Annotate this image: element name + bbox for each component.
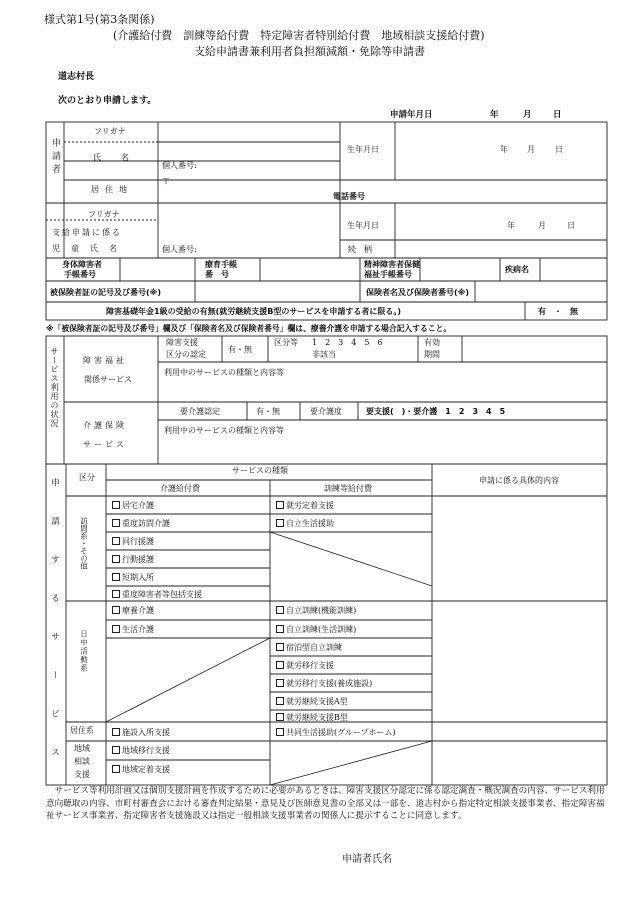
checkbox[interactable] <box>276 519 284 527</box>
physical-cert-label-2: 手帳番号 <box>64 270 96 279</box>
class-values: 1 2 3 4 5 6 <box>312 338 383 347</box>
svc-comprehensive-support[interactable]: 重度障害者等包括支援 <box>112 590 202 599</box>
care-in-use-label: 利用中のサービスの種類と内容等 <box>164 426 284 435</box>
checkbox[interactable] <box>276 728 284 736</box>
applicant-furigana-label: フリガナ <box>94 127 126 136</box>
phone-label: 電話番号 <box>333 192 365 201</box>
insured-number-label: 被保険者証の記号及び番号(※) <box>50 288 162 297</box>
date-day: 日 <box>553 110 562 120</box>
child-dob-label: 生年月日 <box>347 221 379 230</box>
svc-employment-retention[interactable]: 就労定着支援 <box>276 501 334 510</box>
address-label: 居住地 <box>91 185 133 194</box>
svc-life-care[interactable]: 生活介護 <box>112 625 154 634</box>
svc-life-training[interactable]: 自立訓練(生活訓練) <box>276 625 356 634</box>
star-note: ※「被保険者証の記号及び番号」欄及び「保険者名及び保険者番号」欄は、療養介護を申請する場合記入すること。 <box>46 324 452 333</box>
addressee: 道志村長 <box>58 72 95 82</box>
insurer-label: 保険者名及び保険者番号(※) <box>366 288 470 297</box>
applicant-dob-month: 月 <box>527 145 535 154</box>
checkbox[interactable] <box>276 501 284 509</box>
col-class-label: 区分 <box>79 473 95 482</box>
checkbox[interactable] <box>112 728 120 736</box>
care-cert-label: 要介護認定 <box>180 407 220 416</box>
care-cert-yes-no: 有・無 <box>256 407 280 416</box>
svc-medical-care[interactable]: 療養介護 <box>112 606 154 615</box>
applicant-name-label: 氏 名 <box>93 153 135 162</box>
svc-community-settlement[interactable]: 地域定着支援 <box>112 765 170 774</box>
checkbox[interactable] <box>112 537 120 545</box>
pension-yes-no: 有 ・ 無 <box>538 307 578 316</box>
physical-cert-label-1: 身体障害者 <box>62 260 102 269</box>
checkbox[interactable] <box>112 573 120 581</box>
form-title: 支給申請書兼利用者負担額減額・免除等申請書 <box>194 45 425 58</box>
mental-cert-label-2: 福祉手帳番号 <box>364 270 412 279</box>
child-furigana-label: フリガナ <box>88 210 120 219</box>
col-detail-label: 申請に係る具体的内容 <box>479 476 559 485</box>
svc-employment-continuation-b[interactable]: 就労継続支援B型 <box>276 713 348 722</box>
checkbox[interactable] <box>276 697 284 705</box>
relation-label: 続 柄 <box>348 245 372 254</box>
applicant-section-label: 申請者 <box>50 138 60 177</box>
checkbox[interactable] <box>276 606 284 614</box>
child-name-label-1: 支給申請に係る <box>52 228 122 237</box>
svc-employment-transition-training[interactable]: 就労移行支援(養成施設) <box>276 679 372 688</box>
checkbox[interactable] <box>112 501 120 509</box>
rehab-cert-label-1: 療育手帳 <box>205 260 237 269</box>
disability-service-label-1: 障害福祉 <box>83 356 127 365</box>
applicant-dob-label: 生年月日 <box>347 145 379 154</box>
svc-independent-living[interactable]: 自立生活援助 <box>276 519 334 528</box>
col-care-label: 介護給付費 <box>160 484 200 493</box>
postal-mark: 〒 <box>162 177 170 186</box>
disease-label: 疾病名 <box>505 265 529 274</box>
checkbox[interactable] <box>276 679 284 687</box>
svc-functional-training[interactable]: 自立訓練(機能訓練) <box>276 606 356 615</box>
signature-label: 申請者氏名 <box>342 854 392 865</box>
checkbox[interactable] <box>112 746 120 754</box>
application-date-label: 申請年月日 <box>390 110 433 120</box>
care-service-label-2: サービス <box>83 440 127 449</box>
child-dob-day: 日 <box>567 221 575 230</box>
residence-category-label: 居住系 <box>70 726 94 735</box>
checkbox[interactable] <box>276 661 284 669</box>
child-dob-month: 月 <box>538 221 546 230</box>
community-category-label-2: 相談 <box>74 757 90 766</box>
not-applicable: 非該当 <box>312 350 336 359</box>
checkbox[interactable] <box>276 713 284 721</box>
svc-home-care[interactable]: 居宅介護 <box>112 501 154 510</box>
col-training-label: 訓練等給付費 <box>324 484 372 493</box>
svc-facility-admission[interactable]: 施設入所支援 <box>112 728 170 737</box>
support-cert-label-1: 障害支援 <box>166 338 198 347</box>
visit-category-label: 訪問系・その他 <box>79 517 89 570</box>
disability-in-use-label: 利用中のサービスの種類と内容等 <box>164 368 284 377</box>
support-cert-yes-no: 有・無 <box>228 345 252 354</box>
svc-accompany[interactable]: 同行援護 <box>112 537 154 546</box>
checkbox[interactable] <box>112 519 120 527</box>
community-category-label-1: 地域 <box>74 744 90 753</box>
mental-cert-label-1: 精神障害者保健 <box>364 260 420 269</box>
consent-paragraph: サービス等利用計画又は個別支援計画を作成するために必要があるときは、障害支援区分認定に係る認定調査・概況調査の内容、サービス利用意向聴取の内容、市町村審査会における審査判定結果・意見及び医師意見書の全部又は一部を、道志村から指定特定相談支援事業者、指定障害福祉サービス事業者、指定障害者支援施設又は指定一般相談支援事業者の関係人に提示することに同意します。 <box>46 786 605 821</box>
disability-service-label-2: 関係サービス <box>84 375 132 384</box>
svc-employment-continuation-a[interactable]: 就労継続支援A型 <box>276 697 348 706</box>
applicant-dob-day: 日 <box>555 145 563 154</box>
class-label: 区分等 <box>274 338 298 347</box>
checkbox[interactable] <box>112 606 120 614</box>
checkbox[interactable] <box>112 765 120 773</box>
svc-group-home[interactable]: 共同生活援助(グループホーム) <box>276 728 396 737</box>
date-month: 月 <box>523 110 532 120</box>
checkbox[interactable] <box>276 625 284 633</box>
svc-short-stay[interactable]: 短期入所 <box>112 573 154 582</box>
care-level-label: 要介護度 <box>310 407 342 416</box>
checkbox[interactable] <box>112 625 120 633</box>
support-cert-label-2: 区分の認定 <box>166 350 206 359</box>
svc-behavior-support[interactable]: 行動援護 <box>112 555 154 564</box>
intro-text: 次のとおり申請します。 <box>58 96 157 106</box>
request-section-label: 申請するサービス <box>49 478 60 786</box>
child-personal-number-label: 個人番号: <box>162 245 197 254</box>
checkbox[interactable] <box>276 643 284 651</box>
svc-community-transition[interactable]: 地域移行支援 <box>112 746 170 755</box>
validity-label-1: 有効 <box>424 338 440 347</box>
community-category-label-3: 支援 <box>74 770 90 779</box>
date-year: 年 <box>490 110 499 120</box>
validity-label-2: 期間 <box>424 350 440 359</box>
svc-employment-transition[interactable]: 就労移行支援 <box>276 661 334 670</box>
applicant-personal-number-label: 個人番号: <box>162 161 197 170</box>
checkbox[interactable] <box>112 590 120 598</box>
day-category-label: 日中活動系 <box>79 630 89 673</box>
checkbox[interactable] <box>112 555 120 563</box>
pension-label: 障害基礎年金1級の受給の有無(就労継続支援B型のサービスを申請する者に限る。) <box>106 307 401 316</box>
rehab-cert-label-2: 番 号 <box>205 270 229 279</box>
child-name-label-2: 児童氏名 <box>52 244 128 253</box>
care-service-label-1: 介護保険 <box>83 421 127 430</box>
child-dob-year: 年 <box>507 221 515 230</box>
form-subtitle: (介護給付費 訓練等給付費 特定障害者特別給付費 地域相談支援給付費) <box>113 29 485 42</box>
care-level-detail: 要支援( )・要介護 1 2 3 4 5 <box>366 407 506 416</box>
svc-severe-visit-care[interactable]: 重度訪問介護 <box>112 519 170 528</box>
usage-section-label: サービス利用の状況 <box>50 347 59 428</box>
form-number: 様式第1号(第3条関係) <box>44 13 155 26</box>
applicant-dob-year: 年 <box>500 145 508 154</box>
svc-residential-training[interactable]: 宿泊型自立訓練 <box>276 643 342 652</box>
col-types-label: サービスの種類 <box>232 466 288 475</box>
